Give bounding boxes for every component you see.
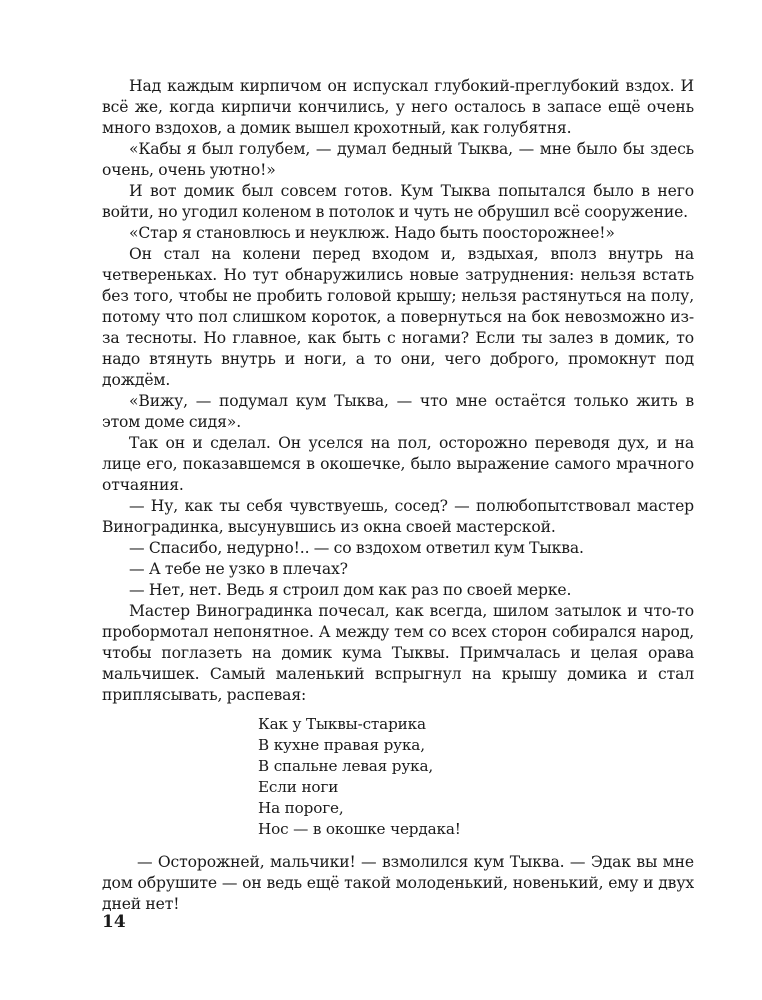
page-number: 14: [102, 912, 126, 932]
poem-line: Как у Тыквы-старика: [258, 715, 426, 733]
dialogue-line: — Ну, как ты себя чувствуешь, сосед? — полюбопытствовал мастер Виноградинка, высунувшись из окна своей мастерской.: [102, 497, 694, 536]
poem-line: На пороге,: [258, 799, 344, 817]
dialogue-line: — Нет, нет. Ведь я строил дом как раз по своей мерке.: [129, 581, 572, 599]
poem-line: В спальне левая рука,: [258, 757, 434, 775]
paragraph: Так он и сделал. Он уселся на пол, осторожно переводя дух, и на лице его, показавшемся в окошечке, было выражение самого мрачного отчаяния.: [102, 434, 694, 494]
poem-line: Если ноги: [258, 778, 339, 796]
paragraph: Над каждым кирпичом он испускал глубокий-преглубокий вздох. И всё же, когда кирпичи кончились, у него осталось в запасе ещё очень много вздохов, а домик вышел крохотный, как голубятня.: [102, 77, 694, 137]
paragraph: И вот домик был совсем готов. Кум Тыква попытался было в него войти, но угодил коленом в потолок и чуть не обрушил всё сооружение.: [102, 182, 694, 221]
paragraph: «Стар я становлюсь и неуклюж. Надо быть поосторожнее!»: [129, 224, 615, 242]
poem: [258, 714, 694, 840]
dialogue-line: — Осторожней, мальчики! — взмолился кум Тыква. — Эдак вы мне дом обрушите — он ведь ещё такой молоденький, новенький, ему и двух дней нет!: [102, 853, 694, 913]
paragraph: Он стал на колени перед входом и, вздыхая, вполз внутрь на четвереньках. Но тут обнаружились новые затруднения: нельзя встать без того, чтобы не пробить головой крышу; нельзя растянуться на полу, потому что пол слишком короток, а повернуться на бок невозможно из-за тесноты. Но главное, как быть с ногами? Если ты залез в домик, то надо втянуть внутрь и ноги, а то они, чего доброго, промокнут под дождём.: [102, 245, 694, 389]
dialogue-line: — Спасибо, недурно!.. — со вздохом ответил кум Тыква.: [129, 539, 584, 557]
paragraph: Мастер Виноградинка почесал, как всегда, шилом затылок и что-то пробормотал непонятное. А между тем со всех сторон собирался народ, чтобы поглазеть на домик кума Тыквы. Примчалась и целая орава мальчишек. Самый маленький вспрыгнул на крышу домика и стал приплясывать, распевая:: [102, 602, 694, 704]
paragraph: «Вижу, — подумал кум Тыква, — что мне остаётся только жить в этом доме сидя».: [102, 392, 694, 431]
poem-line: В кухне правая рука,: [258, 736, 425, 754]
page-text: [102, 76, 694, 915]
dialogue-line: — А тебе не узко в плечах?: [129, 560, 348, 578]
paragraph: «Кабы я был голубем, — думал бедный Тыква, — мне было бы здесь очень, очень уютно!»: [102, 140, 694, 179]
poem-line: Нос — в окошке чердака!: [258, 820, 461, 838]
